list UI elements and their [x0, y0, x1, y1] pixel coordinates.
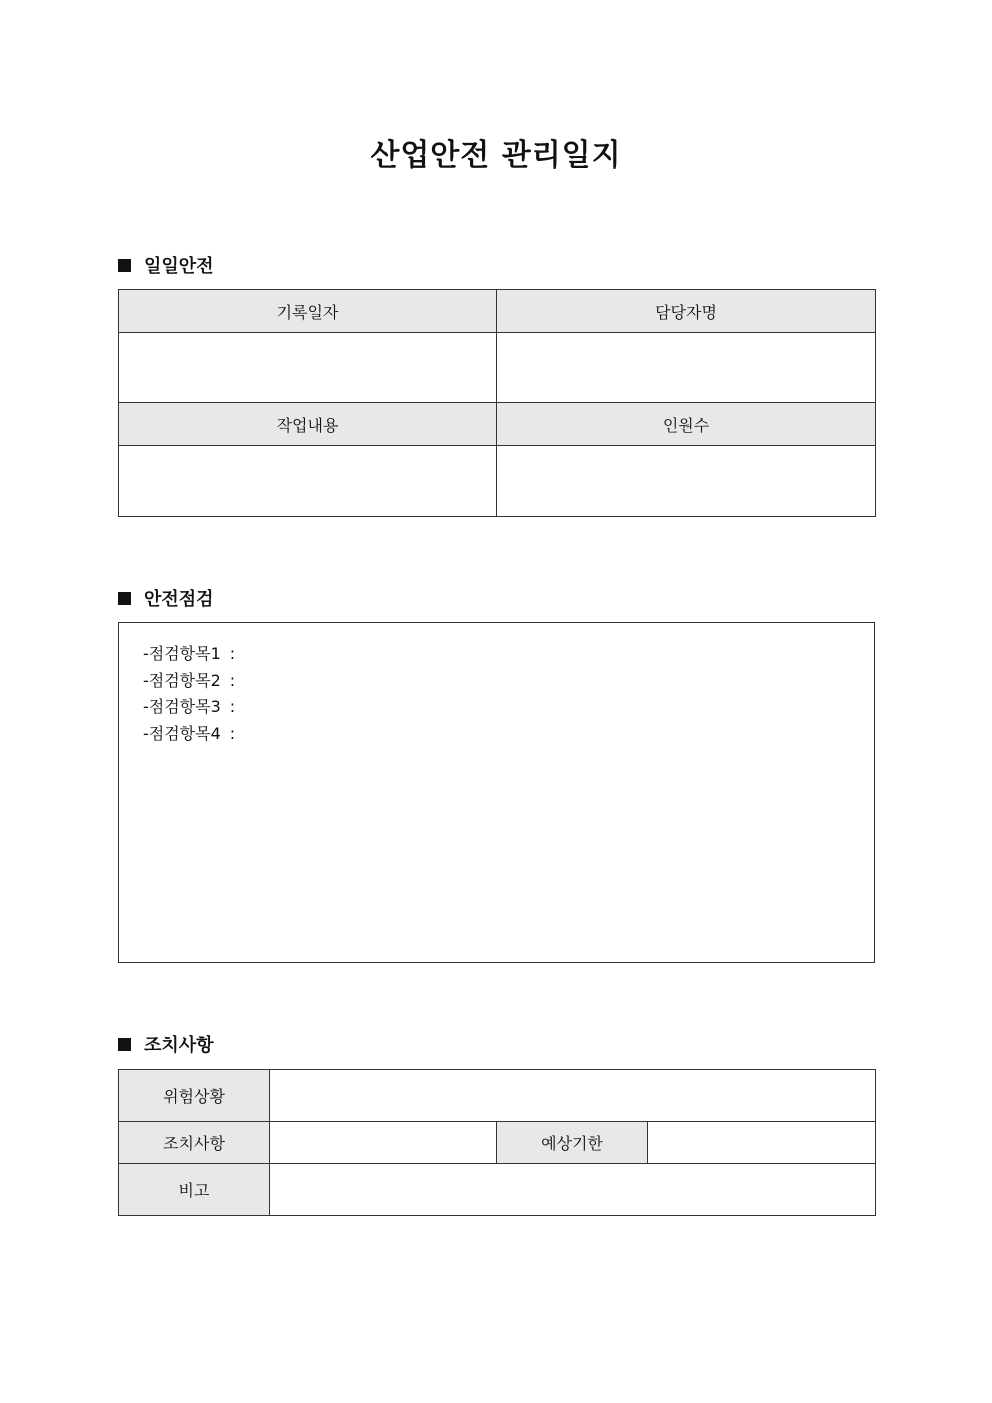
square-bullet-icon	[118, 1038, 131, 1051]
hazard-field[interactable]	[270, 1070, 876, 1122]
check-item-separator: :	[229, 670, 236, 690]
page-title: 산업안전 관리일지	[370, 138, 622, 173]
safety-check-box[interactable]	[118, 622, 875, 963]
hazard-label: 위험상황	[119, 1070, 270, 1122]
table-row	[119, 1164, 876, 1216]
work-content-label: 작업내용	[119, 403, 497, 446]
remarks-field[interactable]	[270, 1164, 876, 1216]
list-item	[143, 721, 874, 748]
action-label: 조치사항	[119, 1122, 270, 1164]
list-item	[143, 694, 874, 721]
section-heading-label: 안전점검	[144, 589, 214, 610]
deadline-label: 예상기한	[497, 1122, 648, 1164]
square-bullet-icon	[118, 592, 131, 605]
check-item-separator: :	[229, 723, 236, 743]
check-item-label: -점검항목4	[143, 723, 221, 743]
deadline-field[interactable]	[648, 1122, 876, 1164]
list-item	[143, 641, 874, 668]
section-heading-safety-check	[118, 586, 214, 610]
section-heading-daily-safety	[118, 253, 214, 277]
headcount-field[interactable]	[497, 446, 876, 517]
remarks-label: 비고	[119, 1164, 270, 1216]
check-item-separator: :	[229, 644, 236, 663]
section-heading-label: 조치사항	[144, 1035, 214, 1056]
table-row	[119, 1070, 876, 1122]
check-item-separator: :	[229, 697, 236, 716]
table-row	[119, 290, 876, 333]
manager-field[interactable]	[497, 333, 876, 403]
checklist	[119, 623, 874, 747]
section-heading-measures	[118, 1032, 214, 1056]
section-heading-label: 일일안전	[144, 256, 214, 277]
check-item-label: -점검항목3	[143, 697, 221, 716]
check-item-label: -점검항목1	[143, 644, 221, 663]
record-date-label: 기록일자	[119, 290, 497, 333]
table-row	[119, 446, 876, 517]
table-row	[119, 333, 876, 403]
headcount-label: 인원수	[497, 403, 876, 446]
record-date-field[interactable]	[119, 333, 497, 403]
daily-safety-table	[118, 289, 876, 517]
square-bullet-icon	[118, 259, 131, 272]
work-content-field[interactable]	[119, 446, 497, 517]
check-item-label: -점검항목2	[143, 670, 221, 690]
measures-table	[118, 1069, 876, 1216]
list-item	[143, 668, 874, 695]
table-row	[119, 1122, 876, 1164]
table-row	[119, 403, 876, 446]
action-field[interactable]	[270, 1122, 497, 1164]
manager-label: 담당자명	[497, 290, 876, 333]
